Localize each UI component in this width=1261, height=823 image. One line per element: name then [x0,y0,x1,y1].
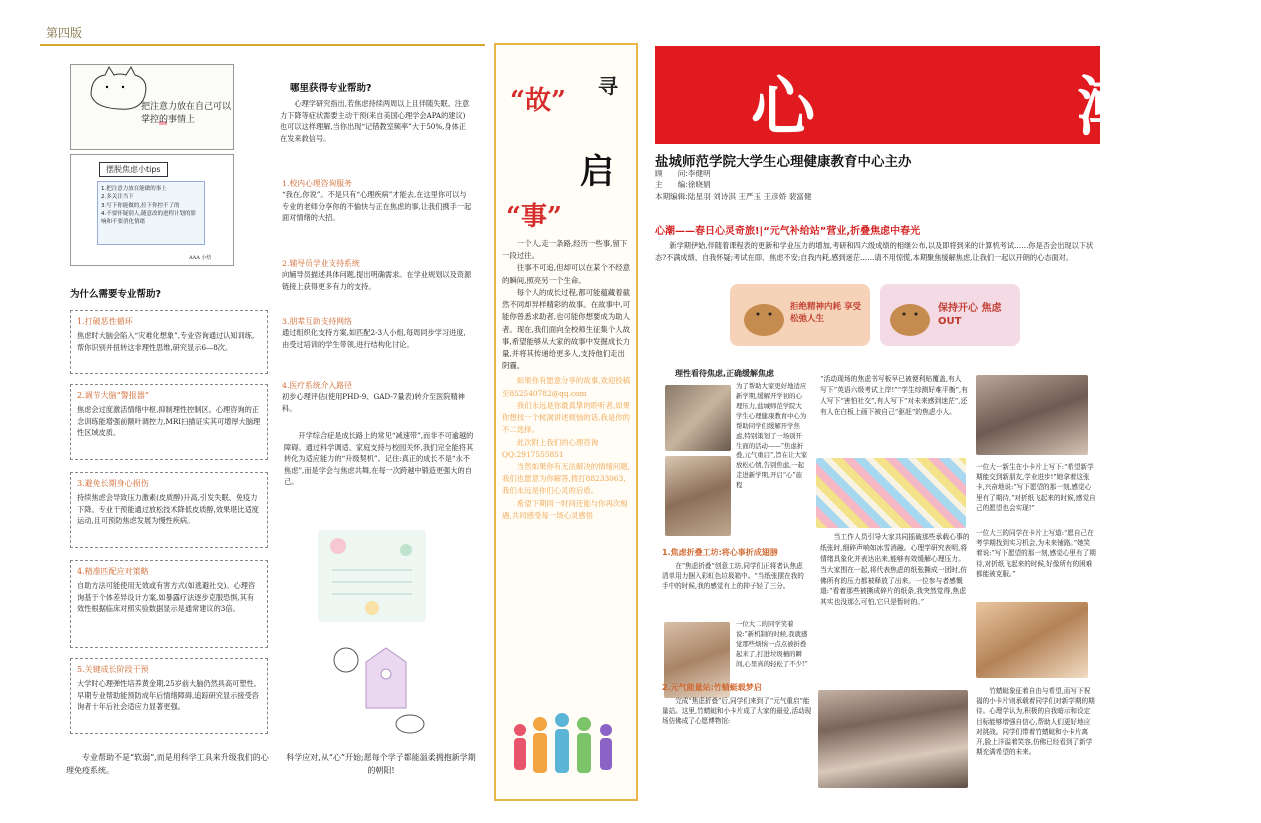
tearing-paper-text: 当工作人员引导大家共同摇破那些承载心事的纸张时,细碎声响如冰雪消融。心理学研究表明,将情绪具象化并表达出来,能够有效缓解心理压力。当大家围在一起,将代表焦虑的纸张撕成一团时,仿佛所有的压力都被释放了出来。一位参与者感慨道:“看着那些被撕成碎片的纸条,我突然觉得,焦虑其实也没那么可怕,它只是暂时的。” [820,533,970,607]
story-body [502,238,630,522]
tips-list [97,181,205,245]
hotline-text: 当然如果你有无法解决的情绪问题,我们也愿意为你解答,拨打88233063,我们永远是你们心灵的后盾。 [502,461,631,496]
resource-title: 1.校内心理咨询服务 [282,179,352,188]
resource-body: 初步心理评估(使用PHD-9、GAD-7量表)转介至医院精神科。 [282,392,465,413]
reason-box-1 [70,310,268,374]
resource-4 [282,380,472,414]
tip-item: 4.不要怀疑别人,随意改的进程计划的影响和不要消化情绪 [101,210,196,225]
reason-body: 持续焦虑会导致压力激素(皮质醇)升高,引发失眠、免疫力下降。专业干预能通过放松技术降低皮质醇,效果堪比适度运动,且可预防焦虑发展为慢性疾病。 [77,493,259,525]
sticker-stay-happy [880,284,1020,346]
story-para: 每个人的成长过程,都可能蕴藏着截然不同却异样精彩的故事。在故事中,可能你曾悉求助者,也可能你想要成为助人者。现在,我们面向全校师生征集个人故事,希望能够从大家的故事中发掘成长力量,并将其传递给更多人,支持他们走出阴霾。 [502,287,631,371]
people-icon [508,712,624,782]
student-photo [976,375,1088,455]
reason-title: 3.避免长期身心损伤 [77,479,149,488]
doodle-sketch-top [70,64,234,150]
masthead-org: 盐城师范学院大学生心理健康教育中心主办 [655,154,912,170]
reason-body: 焦虑时大脑会陷入“灾难化想象”,专业咨询通过认知训练,帮你识别并扭转这非理性思维,研究显示6—8次。 [77,331,255,352]
event-intro: 为了帮助大家更好地适应新学期,缓解开学初的心理压力,盐城师范学院大学生心理健康教育中心为帮助同学们缓解开学焦虑,特别策划了一场别开生面的活动——“焦虑折叠,元气重启”,旨在让大家放松心情,告别焦虑,一起走进新学期,开启“心”旅程 [736,382,808,490]
page-edition: 第四版 [46,26,83,40]
resource-title: 4.医疗系统介入路径 [282,381,352,390]
event-photo [665,385,731,451]
header-rule [40,44,485,46]
growth-paragraph: 开学综合症是成长路上的常见“减速带”,而非不可逾越的障碍。通过科学调适、家庭支持与校园关怀,我们完全能将其转化为适应能力的“升级契机”。记住:真正的成长不是“永不焦虑”,而是学会与焦虑共舞,在每一次跨越中锻造更强大的自己。 [284,431,474,487]
sophomore-quote: 一位大二的同学笑着说:“新机制的时候,我就感觉那些烦恼一点点被折叠起来了,打进垃圾桶的瞬间,心里真的轻松了不少!” [736,620,808,668]
reason-title: 5.关键成长阶段干预 [77,665,149,674]
fold-workshop-text: 在“焦虑折叠”创意工坊,同学们正将者认焦虑清单用力捆入彩虹色垃圾箱中。“当纸张摆在我的手中的时候,我的感觉有上的抑子轻了三分。 [662,562,804,591]
energy-station-text: 完成“焦虑折叠”后,同学们来到了“元气重启”能量站。这里,竹蜻蜓和小卡片成了大家的最爱,活动现场仿佛成了心愿博物馆: [662,697,812,726]
chief-editor: 主 编:徐晓娟 [655,180,711,190]
listener-text: 我们永远是你最真挚的聆听者,如果你想找一个树洞讲述烦恼的话,我是你的不二选择。 [502,400,631,435]
tip-item: 3.写下你能做的,拉下你控不了的 [101,202,180,209]
resource-3 [282,316,472,350]
reason-body: 自助方法可能使用无效或有害方式(如逃避社交)。心理咨询基于个体差异设计方案,如暴露疗法逐步克服恐惧,其有效性根据临床对照实验数据显示是通常建议的3倍。 [77,581,256,613]
flower-doodle-icon [318,530,426,622]
sub-heading-1: 理性看待焦虑,正确缓解焦虑 [675,369,775,378]
reason-title: 1.打破恶性循环 [77,317,133,326]
closing-text: 专业帮助不是“软弱”,而是用科学工具来升级我们的心理免疫系统。 [66,753,269,775]
sticky-note-board-photo [816,458,966,528]
why-title: 为什么需要专业帮助? [70,289,162,300]
resource-title: 3.朋辈互助支持网络 [282,317,352,326]
advisor: 顾 问:李健明 [655,169,711,178]
reason-body: 大学时心理弹性培养黄金期,25岁前大脑仍然具高可塑性。早期专业帮助能预防成年后情绪障碍,追踪研究显示接受咨询者十年后社会适应力显著更强。 [77,679,261,711]
masthead-staff [655,168,812,202]
writing-board-text: “活动现场的焦虑书写板早已被便利贴覆盖,有人写下“英语六级考试上岸!”“学生综测好难平衡”,有人写下“害怕社交”,有人写下“对未来感到迷茫”,还有人在白板上画下被自己“驱赶”的焦虑小人。 [820,375,968,416]
qq-contact: 此次附上我们的心理咨询QQ:2917555851 [502,437,599,459]
story-char-shi: “事” [506,202,562,232]
sticker-text: 拒绝精神内耗 享受松弛人生 [790,302,861,324]
freshman-quote: 一位大一新生在小卡片上写下:“希望新学期能交到新朋友,学业进步!”她拿着这张卡,兴奋地说:“写下愿望的那一刻,感觉心里有了期待,“对折纸飞起来的时候,感觉自己的愿望也会实现!” [976,463,1096,512]
tips-title: 摆脱焦虑小tips [99,162,168,177]
reason-box-4 [70,560,268,648]
where-title: 哪里获得专业帮助? [290,83,372,94]
sticker-no-inner-drain [730,284,870,346]
watercolor-card [318,530,426,622]
story-para: 一个人,走一条路,经历一些事,留下一段过往。 [502,239,628,261]
story-char-xun: 寻 [598,74,618,98]
sub-heading-3: 2.元气能量站:竹蜻蜓载梦启 [662,683,762,692]
masthead-title: 心 潮 [751,70,1261,145]
reason-box-5 [70,658,268,734]
reason-body: 焦虑会过度激活情绪中枢,抑制理性控制区。心理咨询的正念训练能增强前额叶调控力,MRI扫描证实其可增厚大脑理性区域皮质。 [77,405,261,437]
sub-heading-2: 1.焦虑折叠工坊:将心事折成翅膀 [662,548,778,557]
tip-item: 1.把注意力放在能做的事上 [101,186,167,192]
news-lead: 新学期伊始,伴随着课程表的更新和学业压力的增加,考研和四六级成绩的相继公布,以及即将到来的计算机考试……你是否会出现以下状态?不满成绩、自我怀疑;考试在即、焦虑不安;自我内耗,感到迷茫……请不用惊慌,本期聚焦缓解焦虑,让我们一起以开朗的心态面对。 [655,241,1094,262]
editors: 本期编辑:陆星羽 刘诗淇 王严玉 王彦娇 裴富健 [655,191,812,201]
reason-box-3 [70,472,268,548]
handwritten-note: 把注意力放在自己可以掌控的事情上 [141,102,232,125]
farewell-text: 希望下期同一时间还能与你再次相遇,共同感受每一场心灵感悟 [502,498,628,520]
resource-body: “我在,你说”。不是只有“心理疾病”才能去,在这里你可以与专业的老师分享你的不愉快与正在焦虑的事,让我们携手一起面对情绪的大招。 [282,190,472,223]
resource-1 [282,178,472,224]
resource-2 [282,258,472,292]
story-para: 往事不可追,但却可以在某个不经意的瞬间,照亮另一个生命。 [502,263,631,285]
reason-box-2 [70,384,268,460]
bamboo-dragonfly-text: 竹蜻蜓象征着自由与希望,而写下祝福的小卡片则承载着同学们对新学期的期待。心理学认为,积极的自我暗示和设定目标能够增强自信心,帮助人们更好地应对挑战。同学们带着竹蜻蜓和小卡片离开,脸上洋溢着笑容,仿佛已经看到了新学期充满希望的未来。 [976,687,1095,757]
tips-signature: AAA 小结 [189,255,212,261]
where-intro: 心理学研究指出,若焦虑持续两周以上且伴随失眠、注意力下降等症状需要主动干预(来自美国心理学会APA的建议)也可以这样理解,当你出现“记错教室频率”大于50%,身体正在发来救信号。 [280,99,470,143]
bunny-tag-icon [326,642,446,738]
people-icon-group [508,712,624,782]
box-photo [976,602,1088,678]
tip-item: 2.多关注当下 [101,194,134,201]
news-headline: 心潮——春日心灵奇旅!|“元气补给站”营业,折叠焦虑中春光 [655,226,921,237]
story-char-gu: “故” [510,86,566,116]
sticker-text: 保持开心 焦虑OUT [938,303,1002,327]
junior-quote: 一位大三的同学在卡片上写道:“愿自己在考学期找到实习机会,为未来铺路。”她笑着说:“写下愿望的那一刻,感觉心里有了期待,对折纸飞起来的时候,好像所有的困难都能被克服。” [976,529,1096,578]
story-char-qi: 启 [580,152,614,192]
resource-body: 向辅导员描述具体问题,提出明确需求。在学业规划以及资源链接上获得更多有力的支持。 [282,270,472,291]
resource-body: 通过组织化支持方案,如匹配2-3人小组,每周同步学习进度,由受过培训的学生带领,进行结构化讨论。 [282,328,466,349]
reason-title: 2.调节大脑“警报器” [77,391,149,400]
masthead-banner [655,46,1261,145]
tag-doodle [326,642,446,738]
event-photo [665,456,731,536]
submit-email: 如果你有愿意分享的故事,欢迎投稿至852540782@qq.com [502,376,631,398]
resource-title: 2.辅导员学业支持系统 [282,259,360,268]
crowd-photo [818,690,968,788]
reason-title: 4.精准匹配应对策略 [77,567,149,576]
tips-sketch [70,154,234,266]
card-caption: 科学应对,从“心”开始;愿每个学子都能温柔拥抱新学期的朝阳! [286,753,476,775]
